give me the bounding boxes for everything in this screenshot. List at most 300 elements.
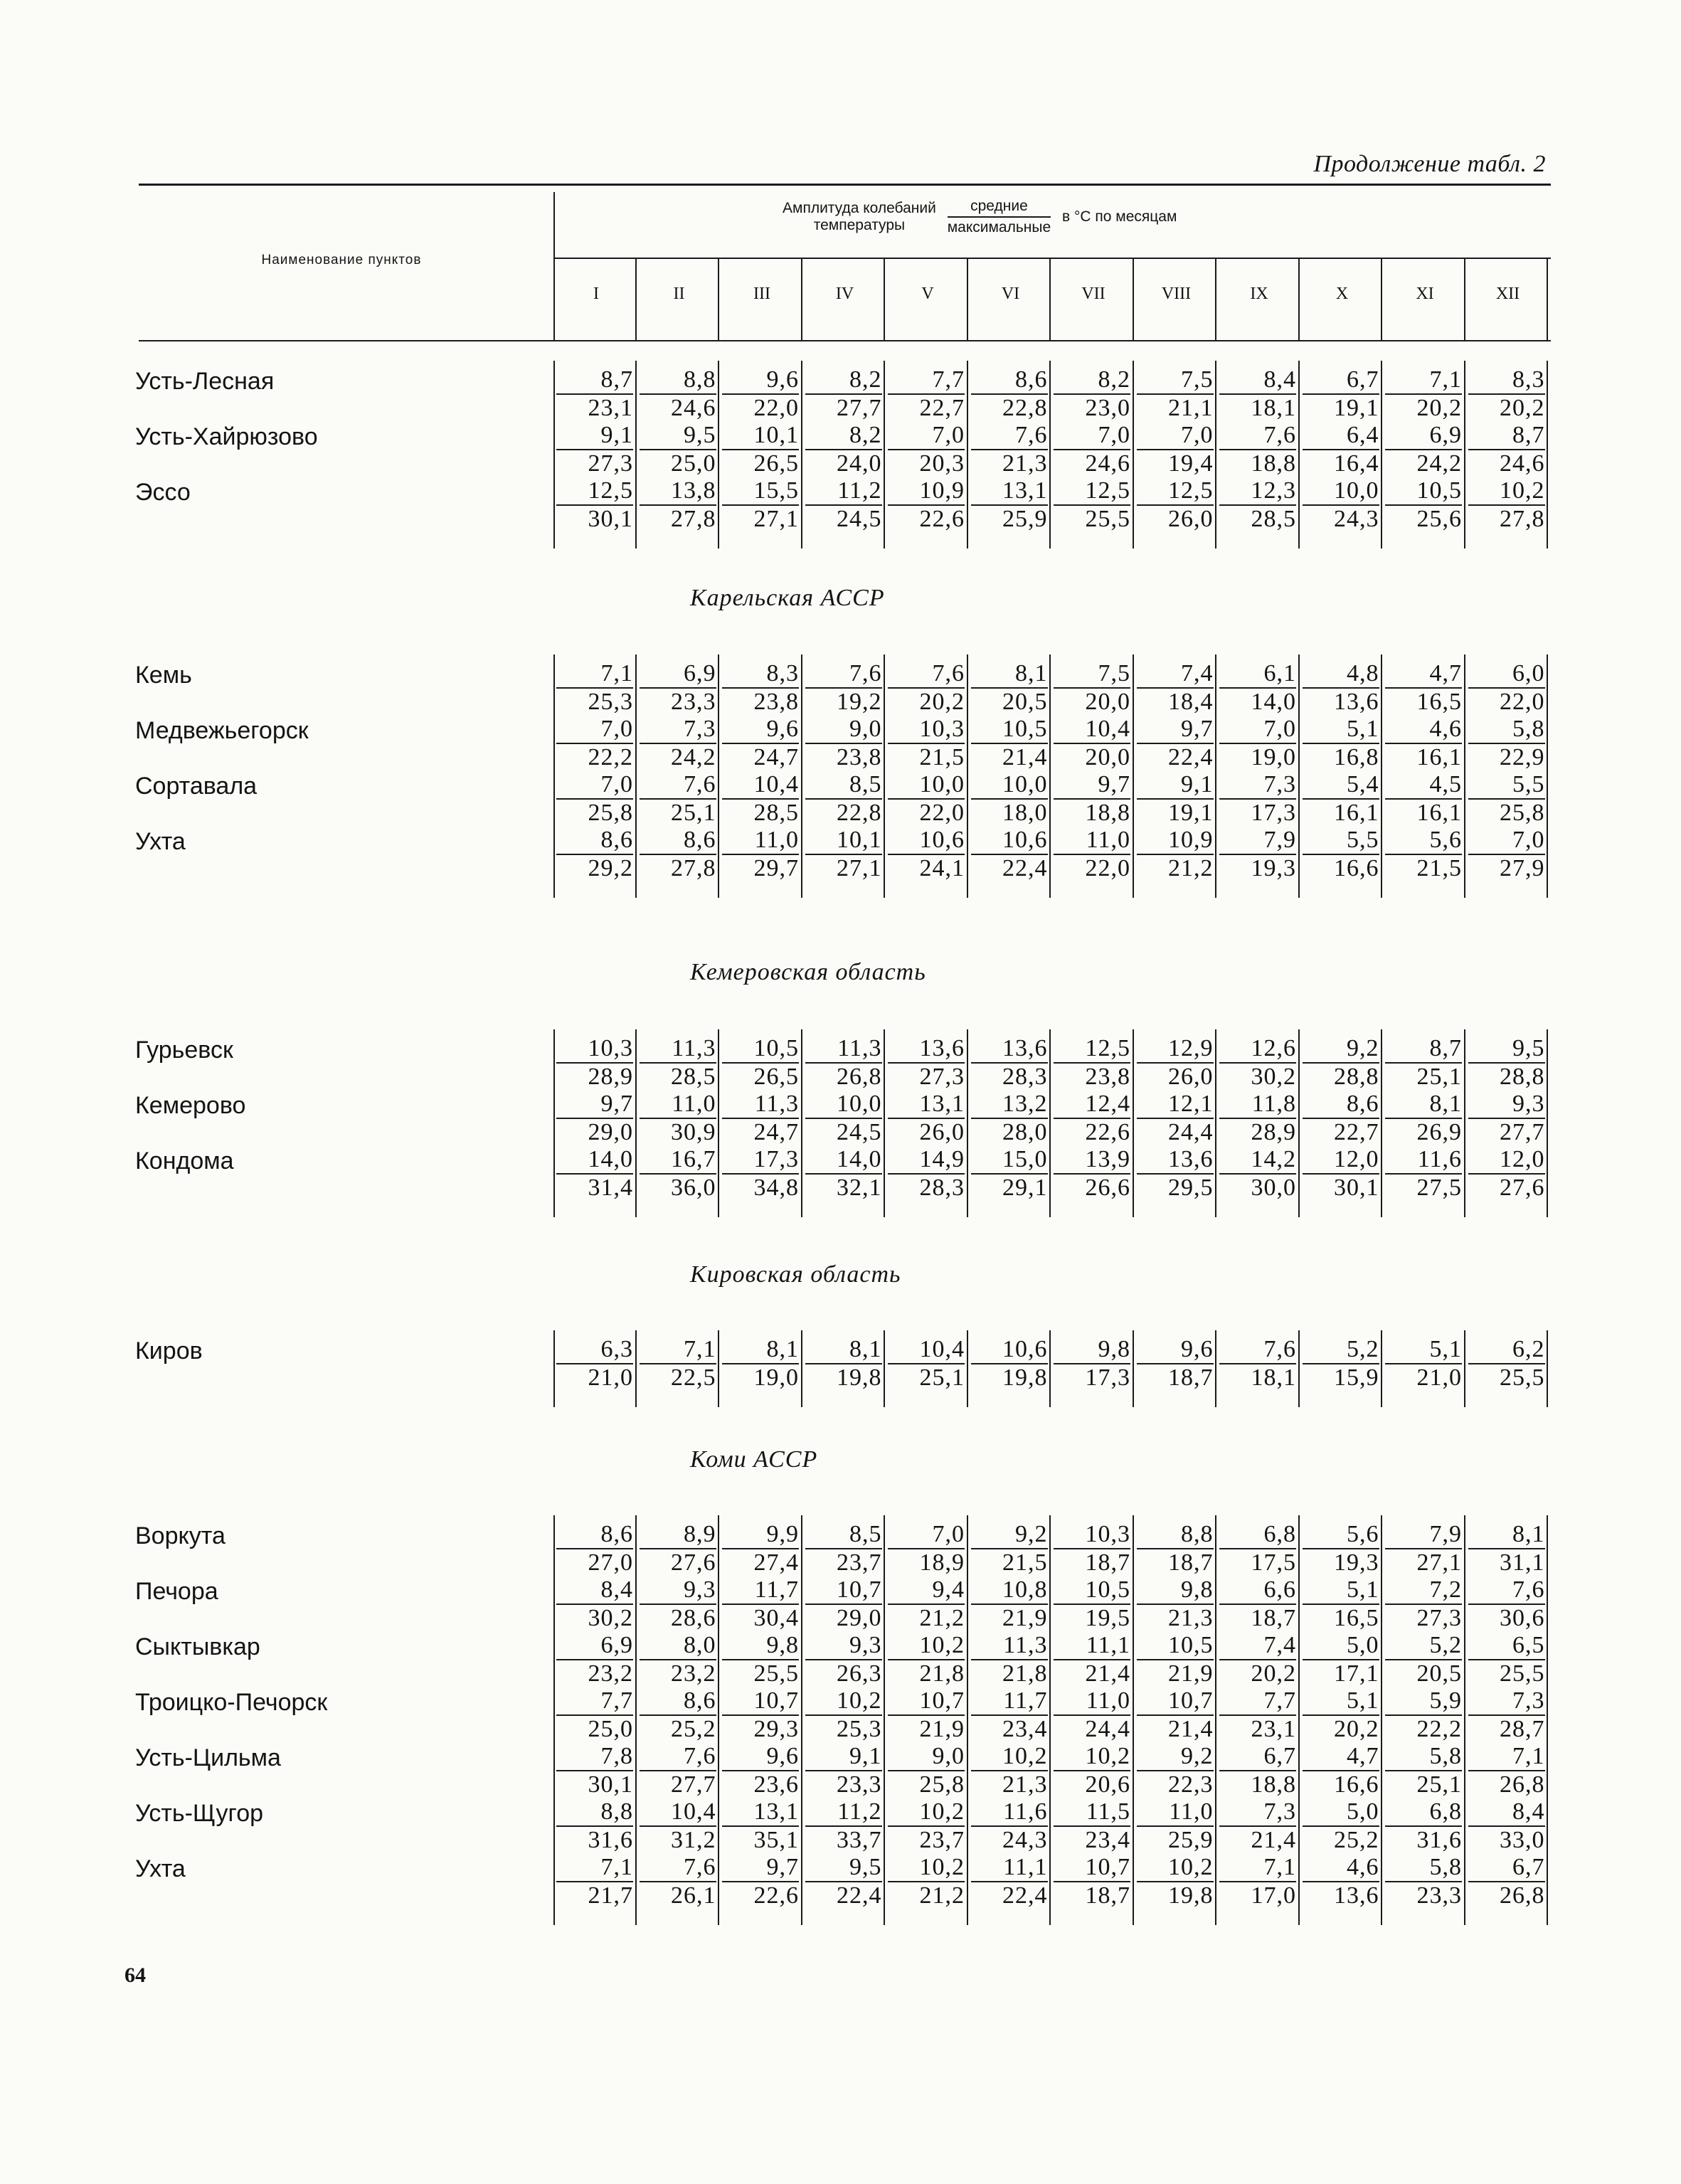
mean-amplitude-cell: 11,0 — [1054, 827, 1130, 855]
mean-amplitude-cell: 8,4 — [1468, 1798, 1545, 1827]
mean-amplitude-cell: 7,6 — [640, 1743, 716, 1771]
mean-amplitude-cell: 10,5 — [1054, 1576, 1130, 1605]
column-rule — [635, 361, 637, 548]
max-amplitude-cell: 25,9 — [1168, 1827, 1214, 1853]
station-name: Сортавала — [135, 773, 258, 800]
max-amplitude-cell: 19,8 — [1002, 1364, 1048, 1391]
max-amplitude-cell: 28,5 — [753, 800, 799, 826]
mean-amplitude-cell: 10,0 — [805, 1091, 882, 1119]
column-rule — [967, 361, 968, 548]
mean-amplitude-cell: 7,7 — [1219, 1687, 1296, 1716]
max-amplitude-cell: 19,1 — [1168, 800, 1214, 826]
max-amplitude-cell: 21,9 — [1168, 1660, 1214, 1687]
mean-amplitude-cell: 9,1 — [805, 1743, 882, 1771]
max-amplitude-cell: 16,1 — [1416, 744, 1462, 770]
page-number: 64 — [124, 1963, 146, 1987]
mean-amplitude-cell: 14,0 — [805, 1146, 882, 1175]
station-name: Усть-Хайрюзово — [135, 423, 318, 450]
mean-amplitude-cell: 6,8 — [1219, 1521, 1296, 1549]
max-amplitude-cell: 22,4 — [1168, 744, 1214, 770]
max-amplitude-cell: 30,1 — [588, 506, 633, 532]
station-name: Сыктывкар — [135, 1633, 260, 1660]
mean-amplitude-cell: 9,6 — [1137, 1336, 1214, 1364]
mean-amplitude-cell: 6,8 — [1385, 1798, 1462, 1827]
max-amplitude-cell: 27,0 — [588, 1549, 633, 1576]
mean-amplitude-cell: 5,5 — [1468, 771, 1545, 800]
max-amplitude-cell: 27,1 — [1416, 1549, 1462, 1576]
mean-amplitude-cell: 10,2 — [1468, 477, 1545, 506]
mean-amplitude-cell: 10,8 — [971, 1576, 1048, 1605]
max-amplitude-cell: 22,4 — [837, 1882, 882, 1909]
mean-amplitude-cell: 17,3 — [722, 1146, 799, 1175]
max-amplitude-cell: 28,3 — [1002, 1064, 1048, 1090]
mean-amplitude-cell: 11,7 — [971, 1687, 1048, 1716]
month-header: IV — [835, 285, 854, 303]
region-heading: Кемеровская область — [690, 959, 926, 985]
max-amplitude-cell: 23,7 — [919, 1827, 965, 1853]
header-column-rule — [1049, 259, 1051, 341]
max-amplitude-cell: 28,5 — [1251, 506, 1296, 532]
max-amplitude-cell: 19,0 — [1251, 744, 1296, 770]
max-amplitude-cell: 24,2 — [671, 744, 716, 770]
column-rule — [1464, 1515, 1465, 1925]
mean-amplitude-cell: 9,5 — [805, 1854, 882, 1882]
max-amplitude-cell: 25,5 — [753, 1660, 799, 1687]
column-rule — [884, 1330, 885, 1407]
max-amplitude-cell: 31,6 — [588, 1827, 633, 1853]
column-rule — [801, 1515, 802, 1925]
mean-amplitude-cell: 8,3 — [722, 660, 799, 689]
mean-amplitude-cell: 6,7 — [1219, 1743, 1296, 1771]
mean-amplitude-cell: 4,7 — [1303, 1743, 1379, 1771]
continuation-title: Продолжение табл. 2 — [1313, 151, 1546, 177]
max-amplitude-cell: 27,3 — [1416, 1605, 1462, 1631]
max-amplitude-cell: 22,6 — [753, 1882, 799, 1909]
max-amplitude-cell: 21,8 — [1002, 1660, 1048, 1687]
max-amplitude-cell: 18,0 — [1002, 800, 1048, 826]
max-amplitude-cell: 26,5 — [753, 1064, 799, 1090]
mean-amplitude-cell: 5,9 — [1385, 1687, 1462, 1716]
max-amplitude-cell: 21,2 — [1168, 855, 1214, 881]
mean-amplitude-cell: 8,8 — [556, 1798, 633, 1827]
mean-amplitude-cell: 5,1 — [1303, 716, 1379, 744]
max-amplitude-cell: 18,9 — [919, 1549, 965, 1576]
max-amplitude-cell: 29,2 — [588, 855, 633, 881]
mean-amplitude-cell: 8,6 — [640, 827, 716, 855]
mean-amplitude-cell: 7,3 — [1219, 771, 1296, 800]
header-column-rule — [553, 192, 555, 341]
column-rule — [1298, 654, 1300, 898]
max-amplitude-cell: 23,2 — [671, 1660, 716, 1687]
column-rule — [801, 654, 802, 898]
max-amplitude-cell: 25,2 — [1334, 1827, 1379, 1853]
max-amplitude-cell: 18,7 — [1085, 1882, 1130, 1909]
month-header: VI — [1001, 285, 1020, 303]
max-amplitude-cell: 18,1 — [1251, 395, 1296, 421]
max-amplitude-cell: 27,1 — [837, 855, 882, 881]
mean-amplitude-cell: 11,6 — [971, 1798, 1048, 1827]
max-amplitude-cell: 36,0 — [671, 1175, 716, 1201]
mean-amplitude-cell: 7,0 — [888, 1521, 965, 1549]
max-amplitude-cell: 25,3 — [588, 689, 633, 715]
max-amplitude-cell: 27,6 — [671, 1549, 716, 1576]
mean-amplitude-cell: 7,0 — [888, 422, 965, 450]
max-amplitude-cell: 21,7 — [588, 1882, 633, 1909]
max-amplitude-cell: 20,0 — [1085, 744, 1130, 770]
mean-amplitude-cell: 9,0 — [805, 716, 882, 744]
max-amplitude-cell: 18,8 — [1251, 450, 1296, 477]
max-amplitude-cell: 13,6 — [1334, 689, 1379, 715]
max-amplitude-cell: 20,6 — [1085, 1771, 1130, 1798]
mean-amplitude-cell: 8,8 — [1137, 1521, 1214, 1549]
mean-amplitude-cell: 10,4 — [1054, 716, 1130, 744]
mean-amplitude-cell: 11,8 — [1219, 1091, 1296, 1119]
month-header: III — [753, 285, 770, 303]
max-amplitude-cell: 24,4 — [1168, 1119, 1214, 1145]
column-rule — [1381, 1029, 1382, 1217]
mean-amplitude-cell: 13,6 — [888, 1035, 965, 1064]
max-amplitude-cell: 24,2 — [1416, 450, 1462, 477]
max-amplitude-cell: 21,8 — [919, 1660, 965, 1687]
max-amplitude-cell: 31,4 — [588, 1175, 633, 1201]
column-rule — [1049, 361, 1051, 548]
max-amplitude-cell: 21,4 — [1002, 744, 1048, 770]
mean-amplitude-cell: 4,6 — [1385, 716, 1462, 744]
mean-amplitude-cell: 13,1 — [971, 477, 1048, 506]
max-amplitude-cell: 25,5 — [1085, 506, 1130, 532]
mean-amplitude-cell: 9,6 — [722, 1743, 799, 1771]
max-amplitude-cell: 19,8 — [1168, 1882, 1214, 1909]
mean-amplitude-cell: 7,1 — [1219, 1854, 1296, 1882]
mean-amplitude-cell: 11,6 — [1385, 1146, 1462, 1175]
max-amplitude-cell: 23,8 — [1085, 1064, 1130, 1090]
max-amplitude-cell: 26,8 — [1500, 1771, 1545, 1798]
max-amplitude-cell: 22,7 — [919, 395, 965, 421]
mean-amplitude-cell: 7,3 — [1219, 1798, 1296, 1827]
max-amplitude-cell: 19,3 — [1251, 855, 1296, 881]
max-amplitude-cell: 16,5 — [1416, 689, 1462, 715]
mean-amplitude-cell: 7,6 — [640, 1854, 716, 1882]
max-amplitude-cell: 22,3 — [1168, 1771, 1214, 1798]
mean-amplitude-cell: 6,0 — [1468, 660, 1545, 689]
mean-amplitude-cell: 10,1 — [805, 827, 882, 855]
max-amplitude-cell: 21,2 — [919, 1882, 965, 1909]
max-amplitude-cell: 28,5 — [671, 1064, 716, 1090]
mean-amplitude-cell: 11,0 — [1137, 1798, 1214, 1827]
max-amplitude-cell: 22,0 — [1085, 855, 1130, 881]
column-rule — [718, 1029, 719, 1217]
max-amplitude-cell: 24,3 — [1334, 506, 1379, 532]
mean-amplitude-cell: 13,1 — [888, 1091, 965, 1119]
mean-amplitude-cell: 8,7 — [1385, 1035, 1462, 1064]
mean-amplitude-cell: 13,1 — [722, 1798, 799, 1827]
max-amplitude-cell: 19,8 — [837, 1364, 882, 1391]
column-rule — [635, 1515, 637, 1925]
max-amplitude-cell: 18,7 — [1168, 1364, 1214, 1391]
max-amplitude-cell: 22,7 — [1334, 1119, 1379, 1145]
mean-amplitude-cell: 14,2 — [1219, 1146, 1296, 1175]
mean-amplitude-cell: 11,7 — [722, 1576, 799, 1605]
max-amplitude-cell: 27,3 — [588, 450, 633, 477]
mean-amplitude-cell: 8,7 — [556, 366, 633, 395]
max-amplitude-cell: 20,2 — [1251, 1660, 1296, 1687]
station-name: Троицко-Печорск — [135, 1689, 328, 1716]
mean-amplitude-cell: 11,3 — [971, 1632, 1048, 1660]
column-rule — [1049, 1515, 1051, 1925]
region-heading: Кировская область — [690, 1261, 901, 1288]
max-amplitude-cell: 21,4 — [1085, 1660, 1130, 1687]
column-rule — [884, 361, 885, 548]
mean-amplitude-cell: 11,3 — [805, 1035, 882, 1064]
max-amplitude-cell: 23,3 — [837, 1771, 882, 1798]
max-amplitude-cell: 26,0 — [1168, 1064, 1214, 1090]
max-amplitude-cell: 24,3 — [1002, 1827, 1048, 1853]
mean-amplitude-cell: 6,4 — [1303, 422, 1379, 450]
station-name: Ухта — [135, 828, 186, 855]
mean-amplitude-cell: 11,3 — [722, 1091, 799, 1119]
max-amplitude-cell: 25,3 — [837, 1716, 882, 1742]
mean-amplitude-cell: 8,4 — [1219, 366, 1296, 395]
mean-amplitude-cell: 9,0 — [888, 1743, 965, 1771]
mean-amplitude-cell: 7,0 — [1137, 422, 1214, 450]
station-name: Печора — [135, 1578, 218, 1605]
max-amplitude-cell: 29,5 — [1168, 1175, 1214, 1201]
mean-amplitude-cell: 6,7 — [1303, 366, 1379, 395]
mean-amplitude-cell: 10,4 — [640, 1798, 716, 1827]
units-tail: в °С по месяцам — [1062, 208, 1177, 225]
mean-amplitude-cell: 8,8 — [640, 366, 716, 395]
mean-amplitude-cell: 6,2 — [1468, 1336, 1545, 1364]
mean-amplitude-cell: 10,6 — [971, 827, 1048, 855]
mean-amplitude-cell: 6,5 — [1468, 1632, 1545, 1660]
max-amplitude-cell: 19,5 — [1085, 1605, 1130, 1631]
mean-amplitude-cell: 7,2 — [1385, 1576, 1462, 1605]
mean-amplitude-cell: 10,7 — [722, 1687, 799, 1716]
max-amplitude-cell: 22,0 — [753, 395, 799, 421]
mean-amplitude-cell: 8,6 — [971, 366, 1048, 395]
column-rule — [1298, 1029, 1300, 1217]
mean-amplitude-cell: 10,2 — [1137, 1854, 1214, 1882]
mean-amplitude-cell: 7,4 — [1219, 1632, 1296, 1660]
mean-amplitude-cell: 8,7 — [1468, 422, 1545, 450]
max-amplitude-cell: 17,3 — [1085, 1364, 1130, 1391]
max-amplitude-cell: 29,0 — [588, 1119, 633, 1145]
column-rule — [1133, 654, 1134, 898]
mean-amplitude-cell: 7,0 — [1219, 716, 1296, 744]
mean-amplitude-cell: 14,9 — [888, 1146, 965, 1175]
mean-amplitude-cell: 10,2 — [1054, 1743, 1130, 1771]
max-amplitude-cell: 26,3 — [837, 1660, 882, 1687]
station-name: Кондома — [135, 1147, 234, 1175]
max-amplitude-cell: 25,1 — [1416, 1771, 1462, 1798]
column-rule — [1464, 1029, 1465, 1217]
max-amplitude-cell: 28,0 — [1002, 1119, 1048, 1145]
mean-amplitude-cell: 12,1 — [1137, 1091, 1214, 1119]
mean-amplitude-cell: 5,8 — [1385, 1743, 1462, 1771]
mean-amplitude-cell: 15,5 — [722, 477, 799, 506]
mean-amplitude-cell: 6,3 — [556, 1336, 633, 1364]
mean-amplitude-cell: 7,6 — [640, 771, 716, 800]
column-rule — [1464, 361, 1465, 548]
max-amplitude-cell: 21,0 — [1416, 1364, 1462, 1391]
mean-amplitude-cell: 6,7 — [1468, 1854, 1545, 1882]
mean-amplitude-cell: 8,2 — [805, 366, 882, 395]
max-amplitude-cell: 25,8 — [1500, 800, 1545, 826]
max-amplitude-cell: 29,1 — [1002, 1175, 1048, 1201]
mean-amplitude-cell: 9,2 — [1137, 1743, 1214, 1771]
max-amplitude-cell: 26,9 — [1416, 1119, 1462, 1145]
mean-amplitude-cell: 10,2 — [805, 1687, 882, 1716]
column-rule — [1215, 1330, 1216, 1407]
mean-amplitude-cell: 9,7 — [1054, 771, 1130, 800]
mean-amplitude-cell: 13,2 — [971, 1091, 1048, 1119]
mean-amplitude-cell: 7,6 — [805, 660, 882, 689]
column-rule — [1215, 1029, 1216, 1217]
mean-amplitude-cell: 7,9 — [1385, 1521, 1462, 1549]
max-amplitude-cell: 27,5 — [1416, 1175, 1462, 1201]
max-amplitude-cell: 21,3 — [1168, 1605, 1214, 1631]
column-rule — [1547, 361, 1548, 548]
max-amplitude-cell: 33,0 — [1500, 1827, 1545, 1853]
max-amplitude-cell: 24,6 — [671, 395, 716, 421]
mean-max-fraction — [948, 198, 1051, 236]
max-amplitude-cell: 32,1 — [837, 1175, 882, 1201]
max-amplitude-cell: 26,0 — [919, 1119, 965, 1145]
max-amplitude-cell: 23,0 — [1085, 395, 1130, 421]
mean-amplitude-cell: 7,1 — [640, 1336, 716, 1364]
column-rule — [967, 1515, 968, 1925]
max-amplitude-cell: 27,3 — [919, 1064, 965, 1090]
mean-amplitude-cell: 11,2 — [805, 477, 882, 506]
mean-amplitude-cell: 8,6 — [556, 1521, 633, 1549]
max-amplitude-cell: 22,4 — [1002, 1882, 1048, 1909]
max-amplitude-cell: 27,7 — [837, 395, 882, 421]
max-amplitude-cell: 23,1 — [1251, 1716, 1296, 1742]
max-amplitude-cell: 14,0 — [1251, 689, 1296, 715]
header-column-rule — [1298, 259, 1300, 341]
mean-amplitude-cell: 10,7 — [1054, 1854, 1130, 1882]
mean-amplitude-cell: 9,7 — [722, 1854, 799, 1882]
mean-amplitude-cell: 10,6 — [888, 827, 965, 855]
max-amplitude-cell: 29,0 — [837, 1605, 882, 1631]
mean-amplitude-cell: 9,2 — [971, 1521, 1048, 1549]
max-amplitude-cell: 16,5 — [1334, 1605, 1379, 1631]
max-amplitude-cell: 24,7 — [753, 744, 799, 770]
max-amplitude-cell: 20,5 — [1002, 689, 1048, 715]
column-rule — [635, 1330, 637, 1407]
column-rule — [635, 654, 637, 898]
header-column-rule — [1133, 259, 1134, 341]
mean-amplitude-cell: 10,4 — [888, 1336, 965, 1364]
max-amplitude-cell: 30,1 — [588, 1771, 633, 1798]
mean-amplitude-cell: 10,3 — [888, 716, 965, 744]
max-amplitude-cell: 19,4 — [1168, 450, 1214, 477]
max-amplitude-cell: 28,7 — [1500, 1716, 1545, 1742]
month-header: XII — [1495, 285, 1520, 303]
max-amplitude-cell: 28,3 — [919, 1175, 965, 1201]
mean-amplitude-cell: 12,5 — [1137, 477, 1214, 506]
mean-amplitude-cell: 9,4 — [888, 1576, 965, 1605]
max-amplitude-cell: 23,2 — [588, 1660, 633, 1687]
max-amplitude-cell: 22,6 — [919, 506, 965, 532]
mean-amplitude-cell: 9,8 — [722, 1632, 799, 1660]
region-heading: Карельская АССР — [690, 585, 885, 611]
mean-amplitude-cell: 9,2 — [1303, 1035, 1379, 1064]
mean-amplitude-cell: 6,9 — [640, 660, 716, 689]
mean-amplitude-cell: 10,6 — [971, 1336, 1048, 1364]
mean-amplitude-cell: 9,3 — [640, 1576, 716, 1605]
month-header: II — [673, 285, 685, 303]
mean-amplitude-cell: 7,6 — [1468, 1576, 1545, 1605]
max-amplitude-cell: 26,8 — [837, 1064, 882, 1090]
max-amplitude-cell: 20,0 — [1085, 689, 1130, 715]
column-rule — [801, 1330, 802, 1407]
column-rule — [884, 1029, 885, 1217]
max-amplitude-cell: 22,5 — [671, 1364, 716, 1391]
column-rule — [553, 361, 555, 548]
max-amplitude-cell: 27,7 — [671, 1771, 716, 1798]
mean-amplitude-cell: 10,0 — [1303, 477, 1379, 506]
mean-amplitude-cell: 5,6 — [1385, 827, 1462, 855]
max-amplitude-cell: 26,1 — [671, 1882, 716, 1909]
header-column-rule — [884, 259, 885, 341]
max-amplitude-cell: 21,9 — [919, 1716, 965, 1742]
mean-amplitude-cell: 10,0 — [971, 771, 1048, 800]
mean-amplitude-cell: 9,3 — [805, 1632, 882, 1660]
mean-amplitude-cell: 13,6 — [1137, 1146, 1214, 1175]
mean-amplitude-cell: 10,2 — [888, 1632, 965, 1660]
max-amplitude-cell: 25,0 — [588, 1716, 633, 1742]
mean-amplitude-cell: 9,5 — [640, 422, 716, 450]
max-amplitude-cell: 27,8 — [671, 506, 716, 532]
max-amplitude-cell: 21,5 — [1416, 855, 1462, 881]
month-header: XI — [1416, 285, 1434, 303]
mean-amplitude-cell: 9,6 — [722, 716, 799, 744]
column-rule — [1381, 1330, 1382, 1407]
mean-amplitude-cell: 14,0 — [556, 1146, 633, 1175]
column-rule — [1547, 654, 1548, 898]
max-amplitude-cell: 19,3 — [1334, 1549, 1379, 1576]
mean-amplitude-cell: 10,1 — [722, 422, 799, 450]
mean-amplitude-cell: 11,1 — [1054, 1632, 1130, 1660]
max-amplitude-cell: 28,8 — [1334, 1064, 1379, 1090]
mean-amplitude-cell: 5,2 — [1303, 1336, 1379, 1364]
max-amplitude-cell: 17,0 — [1251, 1882, 1296, 1909]
station-name: Кемь — [135, 662, 192, 689]
max-amplitude-cell: 17,1 — [1334, 1660, 1379, 1687]
mean-amplitude-cell: 15,0 — [971, 1146, 1048, 1175]
mean-amplitude-cell: 9,7 — [1137, 716, 1214, 744]
mean-amplitude-cell: 9,9 — [722, 1521, 799, 1549]
column-rule — [1464, 1330, 1465, 1407]
mean-amplitude-cell: 10,5 — [722, 1035, 799, 1064]
max-amplitude-cell: 31,1 — [1500, 1549, 1545, 1576]
mean-amplitude-cell: 10,4 — [722, 771, 799, 800]
max-amplitude-cell: 19,2 — [837, 689, 882, 715]
mean-amplitude-cell: 8,6 — [556, 827, 633, 855]
max-amplitude-cell: 27,1 — [753, 506, 799, 532]
mean-amplitude-cell: 7,5 — [1137, 366, 1214, 395]
max-amplitude-cell: 25,8 — [588, 800, 633, 826]
mean-amplitude-cell: 7,7 — [556, 1687, 633, 1716]
mean-amplitude-cell: 12,5 — [556, 477, 633, 506]
mean-amplitude-cell: 8,3 — [1468, 366, 1545, 395]
mean-amplitude-cell: 8,4 — [556, 1576, 633, 1605]
mean-amplitude-cell: 9,1 — [556, 422, 633, 450]
column-rule — [967, 1330, 968, 1407]
mean-amplitude-cell: 10,5 — [971, 716, 1048, 744]
max-amplitude-cell: 25,5 — [1500, 1660, 1545, 1687]
